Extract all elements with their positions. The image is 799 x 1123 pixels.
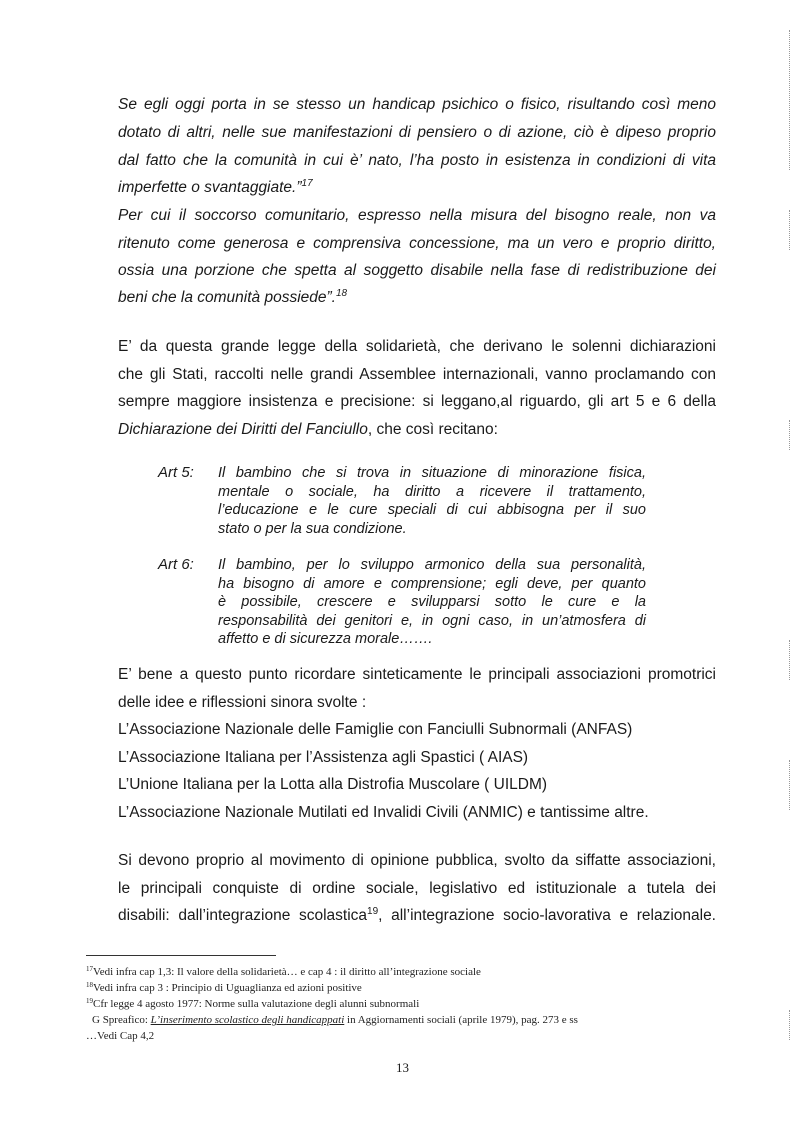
footnote-ref-18[interactable]: 18 bbox=[336, 288, 348, 299]
page-number: 13 bbox=[396, 1060, 409, 1075]
quote-line: dal fatto che la comunità in cui è’ nato, l’ha posto in esistenza in condizioni di vita bbox=[118, 152, 716, 169]
article-text: Il bambino, per lo sviluppo armonico della sua personalità, ha bisogno di amore e comprensione; egli deve, per quanto è possibile, crescere e svilupparsi sotto le cure e la responsabilità dei genitori e, in ogni caso, in un’atmosfera di affetto e di sicurezza morale……. bbox=[218, 557, 646, 647]
footnote-rule bbox=[86, 955, 276, 956]
scan-edge-mark bbox=[789, 30, 791, 170]
scan-edge-mark bbox=[789, 420, 791, 450]
association-item: L’Unione Italiana per la Lotta alla Distrofia Muscolare ( UILDM) bbox=[118, 776, 548, 793]
footnote-ref-17[interactable]: 17 bbox=[301, 178, 313, 189]
body-line: delle idee e riflessioni sinora svolte : bbox=[118, 694, 367, 711]
footnote-19-citation: G Spreafico: L’inserimento scolastico degli handicappati in Aggiornamenti sociali (aprile 1979), pag. 273 e ss bbox=[92, 1014, 578, 1026]
body-line: Dichiarazione dei Diritti del Fanciullo, che così recitano: bbox=[118, 421, 498, 438]
body-line: sempre maggiore insistenza e precisione: si leggano,al riguardo, gli art 5 e 6 della bbox=[118, 393, 716, 410]
article-text: Il bambino che si trova in situazione di minorazione fisica, mentale o sociale, ha diritto a ricevere il trattamento, l’educazione e le cure speciali di cui abbisogna per il suo stato o per la sua condizione. bbox=[218, 465, 646, 537]
body-line: le principali conquiste di ordine sociale, legislativo ed istituzionale a tutela dei bbox=[118, 880, 716, 897]
body-line: disabili: dall’integrazione scolastica$^{19}$, all’integrazione socio-lavorativa e relazionale. bbox=[118, 906, 716, 924]
declaration-title: Dichiarazione dei Diritti del Fanciullo bbox=[118, 421, 368, 438]
article-label: Art 5: bbox=[158, 464, 194, 481]
footnote-19: $^{19}$Cfr legge 4 agosto 1977: Norme sulla valutazione degli alunni subnormali bbox=[86, 997, 420, 1010]
footnote-17: $^{17}$Vedi infra cap 1,3: Il valore della solidarietà… e cap 4 : il diritto all’integrazione sociale bbox=[86, 965, 481, 978]
quote-line: dotato di altri, nelle sue manifestazioni di pensiero o di azione, ciò è dipeso proprio bbox=[118, 124, 716, 141]
association-item: L’Associazione Italiana per l’Assistenza agli Spastici ( AIAS) bbox=[118, 749, 529, 766]
body-line: E’ bene a questo punto ricordare sinteticamente le principali associazioni promotrici bbox=[118, 666, 716, 683]
scan-edge-mark bbox=[789, 760, 791, 810]
quote-line: imperfette o svantaggiate.”$^{17}$ bbox=[118, 178, 313, 196]
body-line: E’ da questa grande legge della solidarietà, che derivano le solenni dichiarazioni bbox=[118, 338, 716, 355]
scan-edge-mark bbox=[789, 1010, 791, 1040]
scan-edge-mark bbox=[789, 640, 791, 680]
quote-line: ritenuto come generosa e comprensiva concessione, ma un vero e proprio diritto, bbox=[118, 235, 716, 252]
quote-line: ossia una porzione che spetta al soggetto disabile nella fase di redistribuzione dei bbox=[118, 262, 716, 279]
quote-line: beni che la comunità possiede”.$^{18}$ bbox=[118, 288, 348, 306]
quote-line: Per cui il soccorso comunitario, espresso nella misura del bisogno reale, non va bbox=[118, 207, 716, 224]
footnote-ref-19[interactable]: 19 bbox=[367, 906, 379, 917]
scan-edge-mark bbox=[789, 210, 791, 250]
footnote-see-also: …Vedi Cap 4,2 bbox=[86, 1030, 155, 1042]
body-line: che gli Stati, raccolti nelle grandi Assemblee internazionali, vanno proclamando con bbox=[118, 366, 716, 383]
article-label: Art 6: bbox=[158, 556, 194, 573]
association-item: L’Associazione Nazionale delle Famiglie con Fanciulli Subnormali (ANFAS) bbox=[118, 721, 633, 738]
association-item: L’Associazione Nazionale Mutilati ed Invalidi Civili (ANMIC) e tantissime altre. bbox=[118, 804, 649, 821]
footnote-18: $^{18}$Vedi infra cap 3 : Principio di Uguaglianza ed azioni positive bbox=[86, 981, 362, 994]
quote-line: Se egli oggi porta in se stesso un handicap psichico o fisico, risultando così meno bbox=[118, 96, 716, 113]
body-line: Si devono proprio al movimento di opinione pubblica, svolto da siffatte associazioni, bbox=[118, 852, 716, 869]
